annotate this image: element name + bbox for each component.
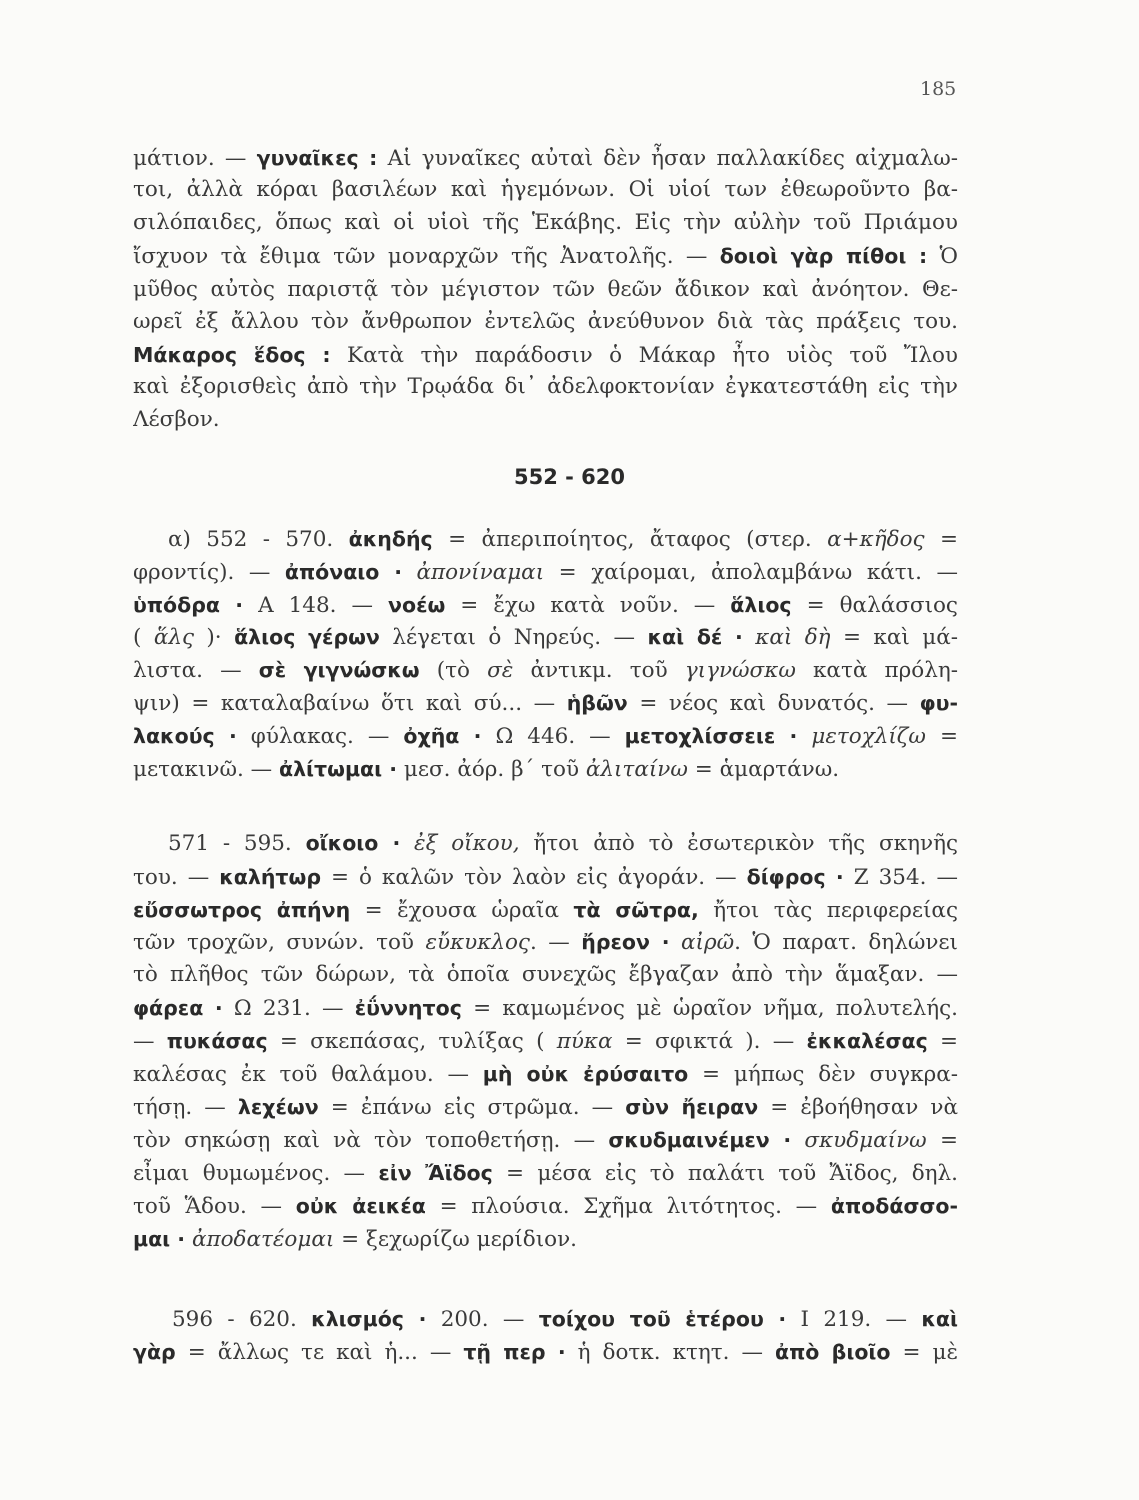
text-line: ὑπόδρα · Α 148. — νοέω = ἔχω κατὰ νοῦν. — ἅλιος = θαλάσσιος [133,593,958,618]
text-line: 596 - 620. κλισμός · 200. — τοίχου τοῦ ἑτέρου · Ι 219. — καὶ [172,1307,958,1332]
text-line: εἶμαι θυμωμένος. — εἰν Ἄϊδος = μέσα εἰς τὸ παλάτι τοῦ Ἄϊδος, δηλ. [133,1161,958,1186]
text-line: τήσῃ. — λεχέων = ἐπάνω εἰς στρῶμα. — σὺν ἤειραν = ἐβοήθησαν νὰ [133,1095,958,1120]
text-line: σιλόπαιδες, ὅπως καὶ οἱ υἱοὶ τῆς Ἑκάβης. Εἰς τὴν αὐλὴν τοῦ Πριάμου [133,210,958,235]
text-line: ψιν) = καταλαβαίνω ὅτι καὶ σύ... — ἡβῶν = νέος καὶ δυνατός. — φυ- [133,691,958,716]
text-line: μαι · ἀποδατέομαι = ξεχωρίζω μερίδιον. [133,1227,578,1252]
page-number: 185 [920,78,957,100]
text-line: α) 552 - 570. ἀκηδής = ἀπεριποίητος, ἄταφος (στερ. α+κῆδος = [168,527,958,552]
text-line: εὔσσωτρος ἀπήνη = ἔχουσα ὡραῖα τὰ σῶτρα, ἤτοι τὰς περιφερείας [133,898,958,923]
text-line: Λέσβον. [133,407,220,432]
text-line: ωρεῖ ἐξ ἄλλου τὸν ἄνθρωπον ἐντελῶς ἀνεύθυνον διὰ τὰς πράξεις του. [133,309,958,334]
text-line: τοι, ἀλλὰ κόραι βασιλέων καὶ ἡγεμόνων. Οἱ υἱοί των ἐθεωροῦντο βα- [133,177,958,202]
text-line: — πυκάσας = σκεπάσας, τυλίξας ( πύκα = σφικτά ). — ἐκκαλέσας = [133,1029,958,1054]
text-line: Μάκαρος ἕδος : Κατὰ τὴν παράδοσιν ὁ Μάκαρ ἦτο υἱὸς τοῦ Ἴλου [133,343,958,368]
text-line: τῶν τροχῶν, συνών. τοῦ εὔκυκλος. — ἤρεον · αἰρῶ. Ὁ παρατ. δηλώνει [133,930,958,955]
text-line: τὸ πλῆθος τῶν δώρων, τὰ ὁποῖα συνεχῶς ἔβγαζαν ἀπὸ τὴν ἅμαξαν. — [133,962,958,987]
text-line: καλέσας ἐκ τοῦ θαλάμου. — μὴ οὐκ ἐρύσαιτο = μήπως δὲν συγκρα- [133,1062,958,1087]
section-heading: 552 - 620 [513,465,625,489]
text-line: γὰρ = ἄλλως τε καὶ ἡ... — τῇ περ · ἡ δοτκ. κτητ. — ἀπὸ βιοῖο = μὲ [133,1340,958,1365]
text-line: ἴσχυον τὰ ἔθιμα τῶν μοναρχῶν τῆς Ἀνατολῆς. — δοιοὶ γὰρ πίθοι : Ὁ [133,244,958,269]
text-line: τὸν σηκώσῃ καὶ νὰ τὸν τοποθετήσῃ. — σκυδμαινέμεν · σκυδμαίνω = [133,1128,958,1153]
text-line: μάτιον. — γυναῖκες : Αἱ γυναῖκες αὐταὶ δὲν ἦσαν παλλακίδες αἰχμαλω- [133,146,958,171]
text-line: μῦθος αὐτὸς παριστᾷ τὸν μέγιστον τῶν θεῶν ἄδικον καὶ ἀνόητον. Θε- [133,277,958,302]
text-line: ( ἅλς )· ἅλιος γέρων λέγεται ὁ Νηρεύς. — καὶ δέ · καὶ δὴ = καὶ μά- [133,625,958,650]
text-line: μετακινῶ. — ἀλίτωμαι · μεσ. ἀόρ. β΄ τοῦ ἀλιταίνω = ἁμαρτάνω. [133,757,840,782]
text-line: 571 - 595. οἴκοιο · ἐξ οἴκου, ἤτοι ἀπὸ τὸ ἐσωτερικὸν τῆς σκηνῆς [168,831,958,856]
text-line: λακούς · φύλακας. — ὀχῆα · Ω 446. — μετοχλίσσειε · μετοχλίζω = [133,724,958,749]
text-line: φάρεα · Ω 231. — ἐΰννητος = καμωμένος μὲ ὡραῖον νῆμα, πολυτελής. [133,996,958,1021]
text-line: φροντίς). — ἀπόναιο · ἀπονίναμαι = χαίρομαι, ἀπολαμβάνω κάτι. — [133,560,958,585]
text-line: λιστα. — σὲ γιγνώσκω (τὸ σὲ ἀντικμ. τοῦ γιγνώσκω κατὰ πρόλη- [133,658,958,683]
text-line: καὶ ἐξορισθεὶς ἀπὸ τὴν Τρῳάδα δι᾽ ἀδελφοκτονίαν ἐγκατεστάθη εἰς τὴν [133,374,958,399]
text-line: του. — καλήτωρ = ὁ καλῶν τὸν λαὸν εἰς ἀγοράν. — δίφρος · Ζ 354. — [133,865,958,890]
text-line: τοῦ Ἅδου. — οὐκ ἀεικέα = πλούσια. Σχῆμα λιτότητος. — ἀποδάσσο- [133,1194,958,1219]
